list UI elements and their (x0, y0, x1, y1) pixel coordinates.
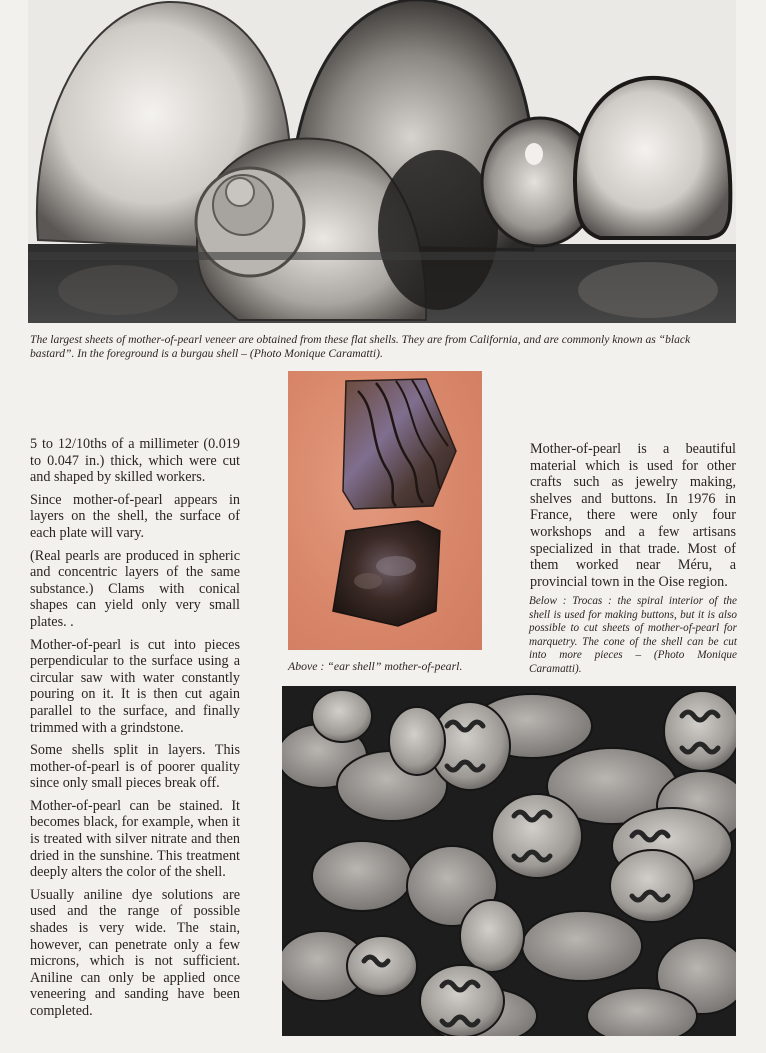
paragraph: Usually aniline dye solutions are used and the range of possible shades is very wide. The stain, however, can penetrate only a few microns, which is not sufficient. Aniline can only be applied once veneering and sanding have been completed. (30, 886, 240, 1019)
ear-shell-illustration (288, 371, 482, 650)
paragraph: Mother-of-pearl is a beautiful material which is used for other crafts such as jewelry making, shelves and buttons. In 1976 in France, there were only four workshops and a few artisans specialized in that trade. Most of them worked near Méru, a provincial town in the Oise region. (530, 441, 736, 590)
paragraph: Some shells split in layers. This mother-of-pearl is of poorer quality since only small pieces break off. (30, 742, 240, 792)
paragraph: Mother-of-pearl can be stained. It becomes black, for example, when it is treated with silver nitrate and then dried in the sunshine. This treatment deeply alters the color of the shell. (30, 797, 240, 881)
left-text-column (30, 436, 240, 1026)
right-text-column (530, 441, 736, 596)
top-photo-caption: The largest sheets of mother-of-pearl veneer are obtained from these flat shells. They are from California, and are commonly known as “black bastard”. In the foreground is a burgau shell – (Photo Monique Caramatti). (30, 333, 691, 360)
ear-shell-caption: Above : “ear shell” mother-of-pearl. (288, 659, 463, 673)
paragraph: (Real pearls are produced in spheric and concentric layers of the same substance.) Clams with conical shapes can yield only very small plates. . (30, 547, 240, 630)
ear-shell-photo (288, 371, 482, 650)
trocas-illustration (282, 686, 736, 1036)
paragraph: 5 to 12/10ths of a millimeter (0.019 to 0.047 in.) thick, which were cut and shaped by skilled workers. (30, 436, 240, 486)
paragraph: Mother-of-pearl is cut into pieces perpendicular to the surface using a circular saw with water constantly pouring on it. It is then cut again parallel to the surface, and finally trimmed with a grindstone. (30, 636, 240, 736)
trocas-caption: Below : Trocas : the spiral interior of the shell is used for making buttons, but it is also possible to cut sheets of mother-of-pearl for marquetry. The cone of the shell can be cut into more pieces – (Photo Monique Caramatti). (529, 595, 737, 675)
trocas-photo (282, 686, 736, 1036)
paragraph: Since mother-of-pearl appears in layers on the shell, the surface of each plate will vary. (30, 491, 240, 541)
shells-photo (28, 0, 736, 323)
shells-illustration (28, 0, 736, 323)
